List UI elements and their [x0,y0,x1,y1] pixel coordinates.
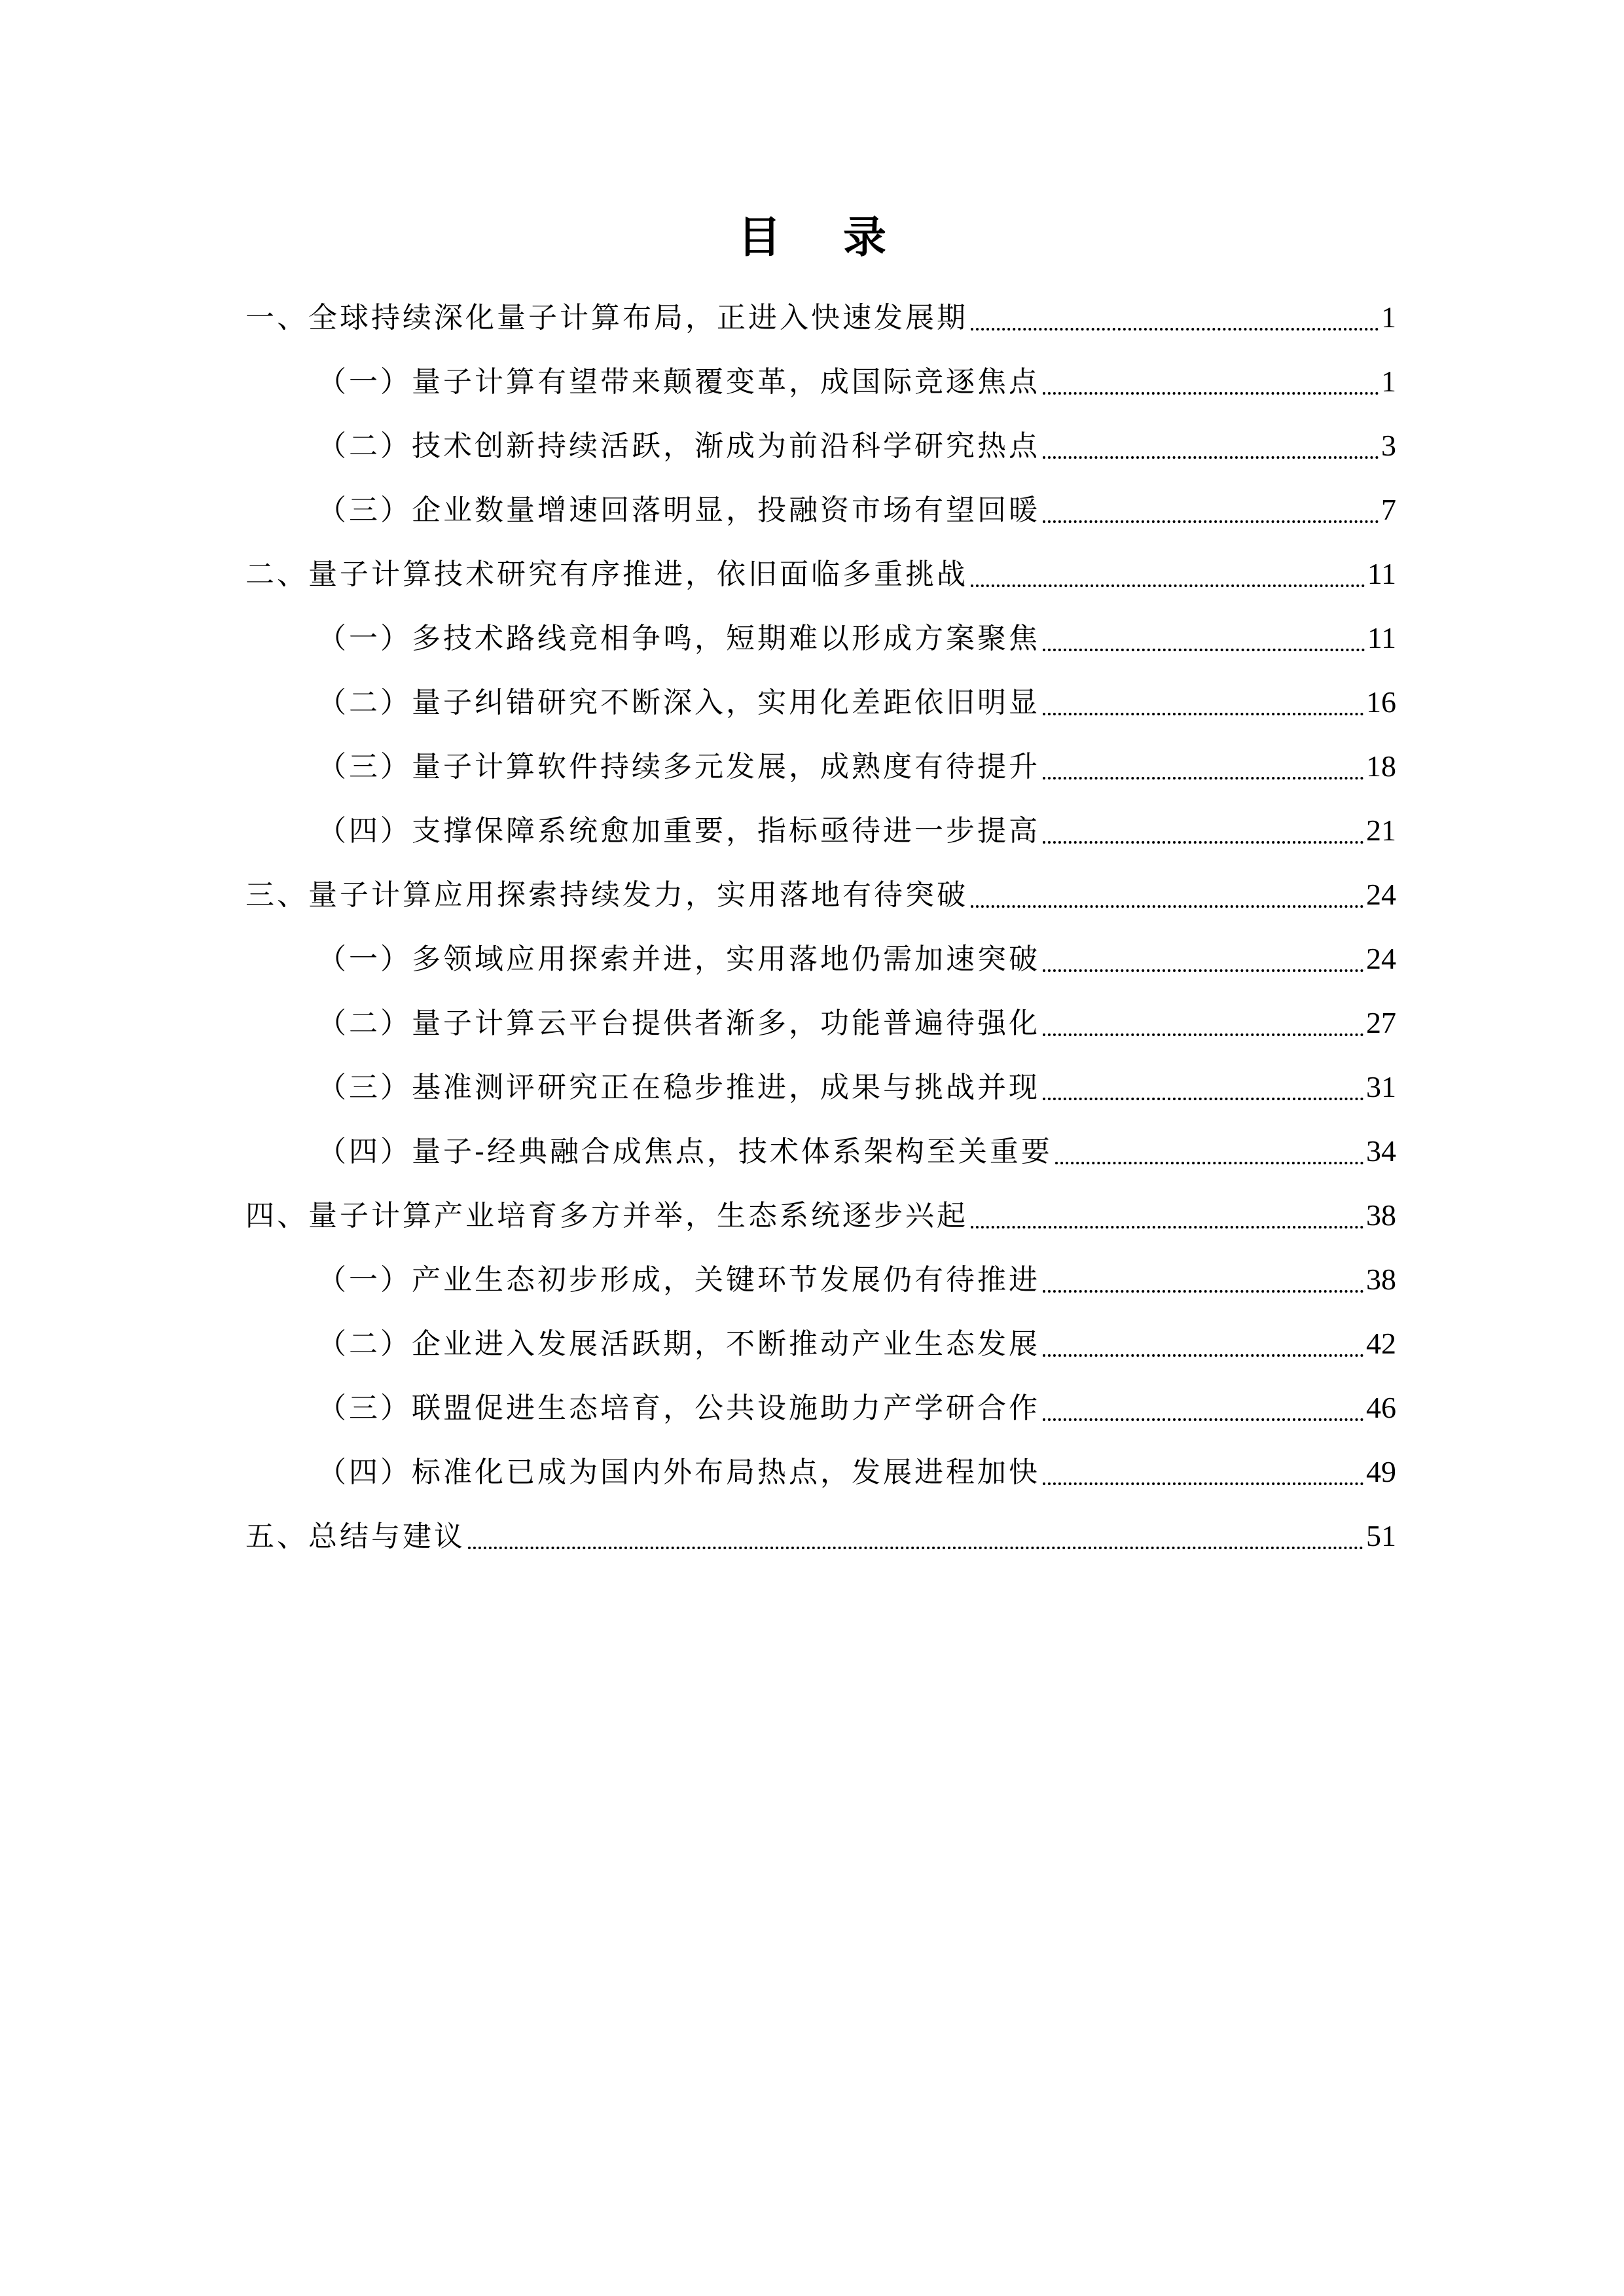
toc-dot-leader [1043,777,1363,780]
toc-dot-leader [1043,456,1379,459]
toc-chapter-entry[interactable] [245,542,1396,606]
toc-dot-leader [1043,520,1379,523]
toc-dot-leader [971,905,1363,908]
toc-entry-title: （二）技术创新持续活跃，渐成为前沿科学研究热点 [317,429,1040,463]
toc-entry-title: （三）联盟促进生态培育，公共设施助力产学研合作 [317,1391,1040,1425]
toc-page-number: 27 [1366,1006,1396,1039]
toc-entry-title: 五、总结与建议 [245,1520,465,1553]
toc-dot-leader [1043,1290,1363,1293]
toc-page-number: 24 [1366,878,1396,911]
toc-section-entry[interactable] [245,414,1396,478]
toc-section-entry[interactable] [245,1119,1396,1183]
table-of-contents [245,285,1396,1568]
toc-entry-title: （二）量子纠错研究不断深入，实用化差距依旧明显 [317,686,1040,719]
toc-chapter-entry[interactable] [245,863,1396,927]
toc-entry-title: （四）标准化已成为国内外布局热点，发展进程加快 [317,1456,1040,1489]
toc-section-entry[interactable] [245,606,1396,670]
toc-section-entry[interactable] [245,1312,1396,1376]
toc-chapter-entry[interactable] [245,1504,1396,1568]
toc-entry-title: 一、全球持续深化量子计算布局，正进入快速发展期 [245,301,968,334]
toc-entry-title: （一）多技术路线竞相争鸣，短期难以形成方案聚焦 [317,622,1040,655]
toc-page-number: 1 [1381,300,1396,334]
toc-dot-leader [971,1226,1363,1229]
toc-section-entry[interactable] [245,670,1396,734]
toc-entry-title: （三）基准测评研究正在稳步推进，成果与挑战并现 [317,1071,1040,1104]
toc-entry-title: （二）企业进入发展活跃期，不断推动产业生态发展 [317,1327,1040,1361]
toc-entry-title: （三）企业数量增速回落明显，投融资市场有望回暖 [317,493,1040,527]
toc-page-number: 49 [1366,1455,1396,1488]
toc-section-entry[interactable] [245,1440,1396,1504]
toc-entry-title: 三、量子计算应用探索持续发力，实用落地有待突破 [245,878,968,912]
toc-entry-title: （四）支撑保障系统愈加重要，指标亟待进一步提高 [317,814,1040,848]
toc-chapter-entry[interactable] [245,1183,1396,1247]
toc-dot-leader [971,584,1365,587]
toc-dot-leader [1043,1354,1363,1357]
toc-section-entry[interactable] [245,734,1396,798]
toc-page-number: 38 [1366,1263,1396,1296]
toc-dot-leader [971,328,1379,331]
toc-page-number: 7 [1381,493,1396,526]
toc-title: 目 录 [738,212,910,262]
toc-section-entry[interactable] [245,1055,1396,1119]
toc-section-entry[interactable] [245,991,1396,1055]
toc-page-number: 24 [1366,942,1396,975]
toc-page-number: 18 [1366,749,1396,783]
toc-dot-leader [1043,713,1363,715]
toc-dot-leader [1043,1418,1363,1421]
toc-page-number: 31 [1366,1070,1396,1103]
toc-entry-title: （一）产业生态初步形成，关键环节发展仍有待推进 [317,1263,1040,1297]
toc-entry-title: （二）量子计算云平台提供者渐多，功能普遍待强化 [317,1007,1040,1040]
toc-dot-leader [1043,649,1365,651]
toc-dot-leader [1043,841,1363,844]
toc-dot-leader [1043,392,1379,395]
toc-dot-leader [1043,969,1363,972]
toc-section-entry[interactable] [245,478,1396,542]
toc-dot-leader [1043,1098,1363,1100]
toc-section-entry[interactable] [245,1376,1396,1440]
toc-entry-title: （一）量子计算有望带来颠覆变革，成国际竞逐焦点 [317,365,1040,399]
toc-page-number: 3 [1381,429,1396,462]
toc-entry-title: 二、量子计算技术研究有序推进，依旧面临多重挑战 [245,558,968,591]
toc-dot-leader [1055,1162,1363,1164]
toc-section-entry[interactable] [245,350,1396,414]
toc-page-number: 38 [1366,1198,1396,1232]
toc-entry-title: 四、量子计算产业培育多方并举，生态系统逐步兴起 [245,1199,968,1232]
toc-page-number: 46 [1366,1391,1396,1424]
toc-page-number: 11 [1367,621,1396,655]
toc-entry-title: （一）多领域应用探索并进，实用落地仍需加速突破 [317,942,1040,976]
toc-page-number: 21 [1366,814,1396,847]
toc-dot-leader [1043,1482,1363,1485]
toc-page-number: 34 [1366,1134,1396,1168]
toc-entry-title: （四）量子-经典融合成焦点，技术体系架构至关重要 [317,1135,1053,1168]
toc-section-entry[interactable] [245,927,1396,991]
toc-dot-leader [468,1547,1363,1549]
toc-page-number: 16 [1366,685,1396,719]
toc-entry-title: （三）量子计算软件持续多元发展，成熟度有待提升 [317,750,1040,783]
toc-dot-leader [1043,1033,1363,1036]
toc-page-number: 42 [1366,1327,1396,1360]
toc-chapter-entry[interactable] [245,285,1396,350]
toc-page-number: 1 [1381,365,1396,398]
toc-page-number: 11 [1367,557,1396,590]
toc-page-number: 51 [1366,1519,1396,1552]
toc-section-entry[interactable] [245,1247,1396,1312]
toc-section-entry[interactable] [245,798,1396,863]
